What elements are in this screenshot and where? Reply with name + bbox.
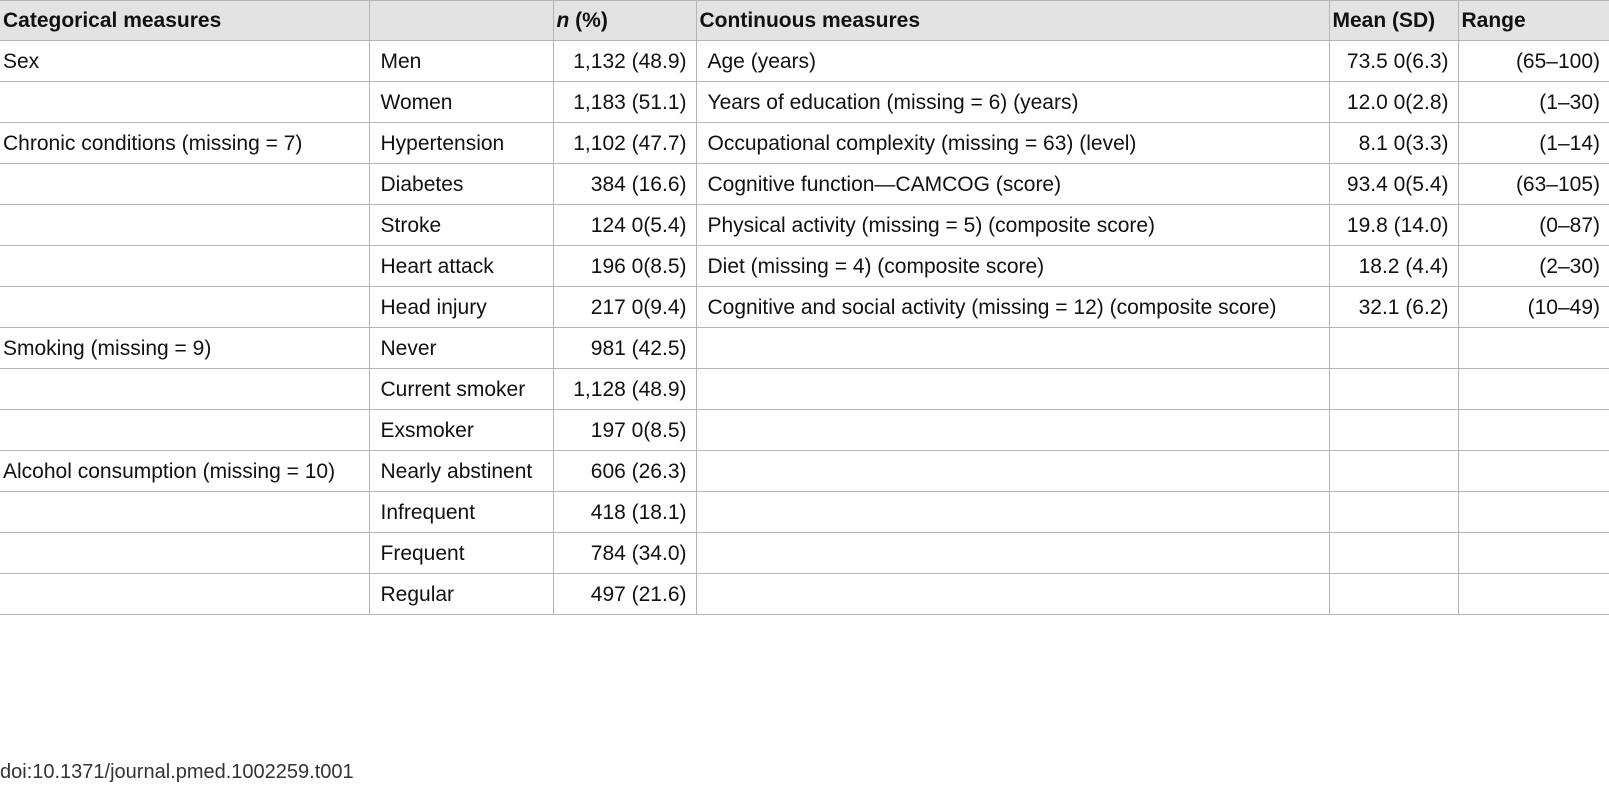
cell-continuous-measure [696,574,1329,615]
cell-mean-sd: 12.0 0(2.8) [1329,82,1458,123]
table-row [0,82,1609,123]
cell-n-percent: 497 (21.6) [553,574,696,615]
cell-subcategory: Frequent [369,533,553,574]
cell-continuous-measure: Cognitive function—CAMCOG (score) [696,164,1329,205]
cell-categorical-measure [0,287,369,328]
cell-continuous-measure: Age (years) [696,41,1329,82]
cell-categorical-measure [0,492,369,533]
header-subcategory [369,1,553,41]
table-row [0,123,1609,164]
cell-continuous-measure: Diet (missing = 4) (composite score) [696,246,1329,287]
cell-n-percent: 1,102 (47.7) [553,123,696,164]
cell-n-percent: 217 0(9.4) [553,287,696,328]
cell-range: (1–14) [1458,123,1609,164]
cell-continuous-measure: Occupational complexity (missing = 63) (level) [696,123,1329,164]
cell-categorical-measure: Alcohol consumption (missing = 10) [0,451,369,492]
cell-n-percent: 197 0(8.5) [553,410,696,451]
cell-continuous-measure [696,533,1329,574]
cell-mean-sd [1329,328,1458,369]
cell-range: (10–49) [1458,287,1609,328]
header-range: Range [1458,1,1609,41]
cell-range: (0–87) [1458,205,1609,246]
cell-range: (1–30) [1458,82,1609,123]
cell-subcategory: Head injury [369,287,553,328]
header-row [0,1,1609,41]
cell-categorical-measure [0,164,369,205]
cell-categorical-measure: Smoking (missing = 9) [0,328,369,369]
cell-n-percent: 418 (18.1) [553,492,696,533]
cell-categorical-measure: Sex [0,41,369,82]
cell-mean-sd [1329,410,1458,451]
cell-n-percent: 981 (42.5) [553,328,696,369]
cell-continuous-measure: Cognitive and social activity (missing = 12) (composite score) [696,287,1329,328]
cell-subcategory: Stroke [369,205,553,246]
table-body [0,41,1609,615]
header-n-label: n [556,9,570,32]
cell-range [1458,369,1609,410]
cell-continuous-measure [696,492,1329,533]
table-row [0,41,1609,82]
table-header [0,1,1609,41]
cell-subcategory: Exsmoker [369,410,553,451]
cell-range [1458,410,1609,451]
cell-mean-sd [1329,492,1458,533]
cell-continuous-measure [696,328,1329,369]
cell-range [1458,328,1609,369]
table-row [0,369,1609,410]
cell-n-percent: 784 (34.0) [553,533,696,574]
cell-subcategory: Diabetes [369,164,553,205]
cell-subcategory: Men [369,41,553,82]
cell-n-percent: 1,128 (48.9) [553,369,696,410]
table-doi-caption: doi:10.1371/journal.pmed.1002259.t001 [0,761,354,783]
cell-range: (2–30) [1458,246,1609,287]
cell-range: (63–105) [1458,164,1609,205]
cell-subcategory: Never [369,328,553,369]
cell-mean-sd: 73.5 0(6.3) [1329,41,1458,82]
cell-range [1458,533,1609,574]
cell-mean-sd: 32.1 (6.2) [1329,287,1458,328]
cell-n-percent: 196 0(8.5) [553,246,696,287]
header-categorical: Categorical measures [0,1,369,41]
table-row [0,246,1609,287]
cell-categorical-measure [0,246,369,287]
cell-categorical-measure [0,82,369,123]
table-row [0,328,1609,369]
cell-categorical-measure [0,574,369,615]
cell-categorical-measure [0,410,369,451]
table-row [0,287,1609,328]
cell-subcategory: Heart attack [369,246,553,287]
cell-mean-sd [1329,451,1458,492]
cell-continuous-measure [696,369,1329,410]
cell-subcategory: Hypertension [369,123,553,164]
header-continuous: Continuous measures [696,1,1329,41]
cell-categorical-measure [0,533,369,574]
cell-continuous-measure [696,451,1329,492]
table-row [0,574,1609,615]
header-n-percent [553,1,696,41]
cell-n-percent: 1,183 (51.1) [553,82,696,123]
cell-subcategory: Nearly abstinent [369,451,553,492]
cell-categorical-measure: Chronic conditions (missing = 7) [0,123,369,164]
table-row [0,205,1609,246]
cell-categorical-measure [0,205,369,246]
cell-subcategory: Infrequent [369,492,553,533]
cell-continuous-measure: Years of education (missing = 6) (years) [696,82,1329,123]
cell-subcategory: Current smoker [369,369,553,410]
cell-mean-sd: 19.8 (14.0) [1329,205,1458,246]
cell-mean-sd [1329,574,1458,615]
header-mean-sd: Mean (SD) [1329,1,1458,41]
cell-n-percent: 606 (26.3) [553,451,696,492]
cell-categorical-measure [0,369,369,410]
cell-mean-sd: 8.1 0(3.3) [1329,123,1458,164]
table-row [0,410,1609,451]
cell-range [1458,492,1609,533]
cell-range [1458,451,1609,492]
table-row [0,164,1609,205]
table-row [0,451,1609,492]
cell-mean-sd: 93.4 0(5.4) [1329,164,1458,205]
cell-subcategory: Regular [369,574,553,615]
table-row [0,533,1609,574]
cell-n-percent: 384 (16.6) [553,164,696,205]
cell-mean-sd [1329,533,1458,574]
cell-n-percent: 1,132 (48.9) [553,41,696,82]
cell-mean-sd: 18.2 (4.4) [1329,246,1458,287]
cell-subcategory: Women [369,82,553,123]
cell-range: (65–100) [1458,41,1609,82]
cell-range [1458,574,1609,615]
cell-mean-sd [1329,369,1458,410]
cell-n-percent: 124 0(5.4) [553,205,696,246]
cell-continuous-measure: Physical activity (missing = 5) (composite score) [696,205,1329,246]
table-row [0,492,1609,533]
cell-continuous-measure [696,410,1329,451]
header-percent-label: (%) [569,9,608,32]
